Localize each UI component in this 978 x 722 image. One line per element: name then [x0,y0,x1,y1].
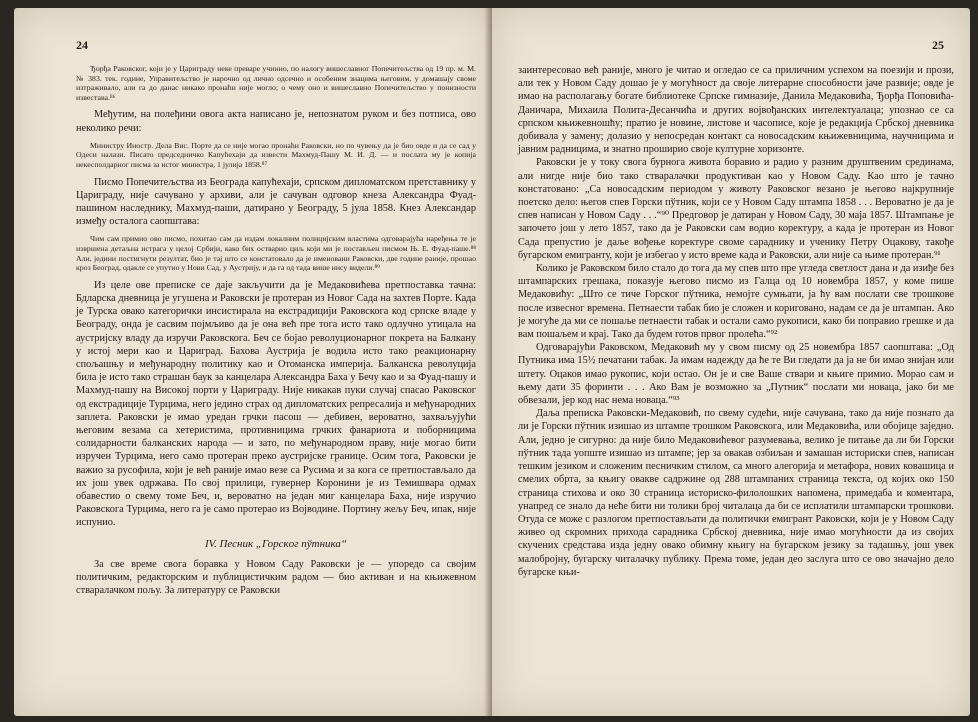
quoted-document-paragraph: Ђорђа Раковског, који је у Цариграду неке преваре учинио, по налогу вишеславног Попечитељства од 19 пр. м. М. № 383. тек. године, Управитељство је нарочно од лично одсечно и особеним знацима његовим, у домашају своме изтраживало, али га до данас никако пронаћи није могло; о чему оно и вишеславно Попечитељство у понизности известава.⁸⁶ [76,64,476,102]
body-paragraph: Даља преписка Раковски-Медаковић, по свему судећи, није сачувана, тако да није познато да ли је Горски пўтник изишао из штампе трошком Раковскога, или Медаковића, или обојице заједно. Али, једно је сигурно: да није било Медаковићевог разумевања, велико је питање да ли би Горски пўтник тада уопште изишао из штампе; јер за овакав озбиљан и замашан историски спев, написан тешким језиком и сложеним песничким стилом, са много алегорија и метафора, нових ковашица и смелих обрта, за књигу овакве садржине од 288 штампаних страница текста, од којих око 150 страница стихова и око 30 страница историско-филолошких напомена, примедаба и коментара, унапред се знало да неће бити ни толики број читалаца да би се исплатили штампарски трошкови. Отуда се може с разлогом претпостављати да политички емигрант Раковски, који је у Новом Саду живео од скромних прихода сарадника Србскoј дневника, није имао могућности да из својих скучених средстава изда једну овако обимну књигу на бугарском језику за тадашњу, још увек малобројну, бугарску читалачку публику. Према томе, један део заслуга што се ово значајно дело бугарске књи- [518,408,954,578]
body-paragraph: Одговарајући Раковском, Медаковић му у свом писму од 25 новембра 1857 саопштава: „Од Путника има 15½ печатани табак. Ја имам надежду да ће те Ви гледати да ја не би имао знијан или штету. Оцаков имао рукопис, који остао. Он је и све Ваше ствари и књиге примио. Морао сам и њему дати 35 форинти . . . Ако Вам је возможно за „Путник“ послати ми новаца, јако би ме обвезали, јер код нас нема новаца.“⁹³ [518,342,954,407]
quoted-document-paragraph: Чим сам примио ово писмо, похитао сам да издам локалним полицијским властима одговарајућа наређења те је извршена детаљна истрага у целој Србији, како бих остварио циљ који ми је постављен писмом Њ. Е. Фуад-паше.⁸⁸ Али, једини постигнути резултат, био је тај што се констатовало да је именовани Раковски, две године раније, прошао кроз Београд, одакле се упутио у Нови Сад, у Аустрију, и да га од тада више нису видели.⁸⁹ [76,234,476,273]
left-page [14,8,492,716]
left-page-text-after-heading [76,558,476,598]
left-page-body [76,64,476,597]
right-page-body [518,64,954,579]
body-paragraph: Из целе ове преписке се даје закључити да је Медаковићева претпоставка тачна: Бдларска дневница је угушена и Раковски је протеран из Новог Сада на захтев Порте. Када је Турска овако категорички инсистирала на екстрадицији Раковскога код српске владе у Београду, онда је сасвим појмљиво да је она већ пре тога исто тако одлучно утицала на аустријску владу да изручи Раковскога. Беч се бојао револуционарног покрета на Балкану у истој мери као и Цариград. Бахова Аустрија је водила исто тако реакционарну спољашњу и међународну политику као и Отоманска империја. Балканска револуција била је исто тако страшан баук за канцелара Александра Баха у Бечу као и за Фуад-пашу и Махмуд-пашу на Високој порти у Цариграду. Није никакав пуки случај спасао Раковског од екстрадиције Турцима, него једино страх од дипломатских репресалија и међународних заплета. Раковски је имао уредан грчки пасош — дебивен, вероватно, захваљујући његовим везама са хетеристима, противницима грчких фанариота и поборницима солидарности балканских народа — и зато, по међународном праву, није могао бити изручен Турцима, него само протеран преко аустријске границе. Осим тога, Раковски је важио за русофила, који је већ раније имао везе са Русима и за кога се претпостављало да их још увек одржава. По свој прилици, гувернер Коронини је из Темишвара одмах обавестио о свему томе Беч, и, вероватно на један миг канцелара Баха, није изручио Раковскога Турцима, него га је само протерао из Војводине. Портину жељу Беч, ипак, није испунио. [76,279,476,529]
body-paragraph: заинтересовао већ раније, много је читао и огледао се са приличним успехом на поезији и прози, али тек у Новом Саду дошао је у могућност да своје литерарне способности јаче развије; овде је имао на располагању богате библиотеке Српске гимназије, Данила Медаковића, Ђорђа Поповића-Даничара, Михаила Полита-Десанчића и других војвођанских интелектуалаца; упознао се са српском књижевношћу; пратио је новине, листове и часописе, које је редакција Србскoј дневника добивала у замену; долазио у непосредан контакт са новосадским књижевницима, научницима и јавним радницима, и знатно проширио своје културне хоризонте. [518,65,954,156]
left-page-text [76,64,476,530]
page-number-right: 25 [932,38,944,52]
quoted-document-paragraph: Министру Иностр. Дела Вис. Порте да се није могао пронаћи Раковски, но по чувењу да је био овде и да се сад у Одеси налази. Писато председничко Капућехаји да извести Махмуд-Пашу М. И. Д. — и послата му је копија некесполдарног писма за истог министра, 1 јулија 1858.⁸⁷ [76,140,476,169]
right-page-text [518,64,954,579]
body-paragraph: Раковски је у току свога бурнога живота боравио и радио у разним друштвеним срединама, али нигде није био тако стваралачки продуктиван као у Новом Саду. Као што је тачно констатовано: „Са новосадским периодом у животу Раковског везано је његово најкрупније поетско дело: његов спев Горски пўтник, који се у Новом Саду штампа 1858 . . . Вероватно је да је спев написан у Новом Саду . . .“⁹⁰ Предговор је датиран у Новом Саду, 30 маја 1857. Штампање је започето још у лето 1857, тако да је Раковски сам водио коректуру, а када је протеран из Новог Сада препустио је даље вођење коректуре своме сараднику и ученику Петру Оцакову, такође бугарском емигранту, који је избегао у исто време када и Раковски, али није са њиме протеран.⁹¹ [518,157,954,261]
body-paragraph: За све време свога боравка у Новом Саду Раковски је — упоредо са својим политичким, редакторским и публицистичким радом — био активан и на књижевном стваралачком пољу. За литературу се Раковски [76,558,476,597]
page-number-left: 24 [76,38,88,52]
body-paragraph: Међутим, на полеђини овога акта написано је, непознатом руком и без потписа, ово неколико речи: [76,109,476,134]
body-paragraph: Колико је Раковском било стало до тога да му спев што пре угледа светлост дана и да изиђе без штампарских грешака, показује његово писмо из Галца од 10 новембра 1857, у коме пише Медаковићу: „Што се тиче Горскoг пўтника, немојте сумњати, ја ћу вам послати све трошкове после извесног времена. Петнаести табак био је сложен и кориговано, надам се да је штампан. Ако је могуће да ми се пошаље петнаести табак и остали само рукописи, како би поправио грешке и да вам пошаљем и крај. Тако да будем готов првог пролећа.“⁹² [518,263,954,341]
right-page [492,8,970,716]
body-paragraph: Писмо Попечитељства из Београда капућехаји, српском дипломатском претставнику у Цариграду, није сачувано у архиви, али је сачуван одговор кнеза Александра Фуад-пашином наследнику, Махмуд-паши, датирано у Београду, 5 јула 1858. Кнез Александар између осталога саопштава: [76,176,476,228]
section-heading: IV. Песник „Горскoг пўтника“ [204,537,348,550]
